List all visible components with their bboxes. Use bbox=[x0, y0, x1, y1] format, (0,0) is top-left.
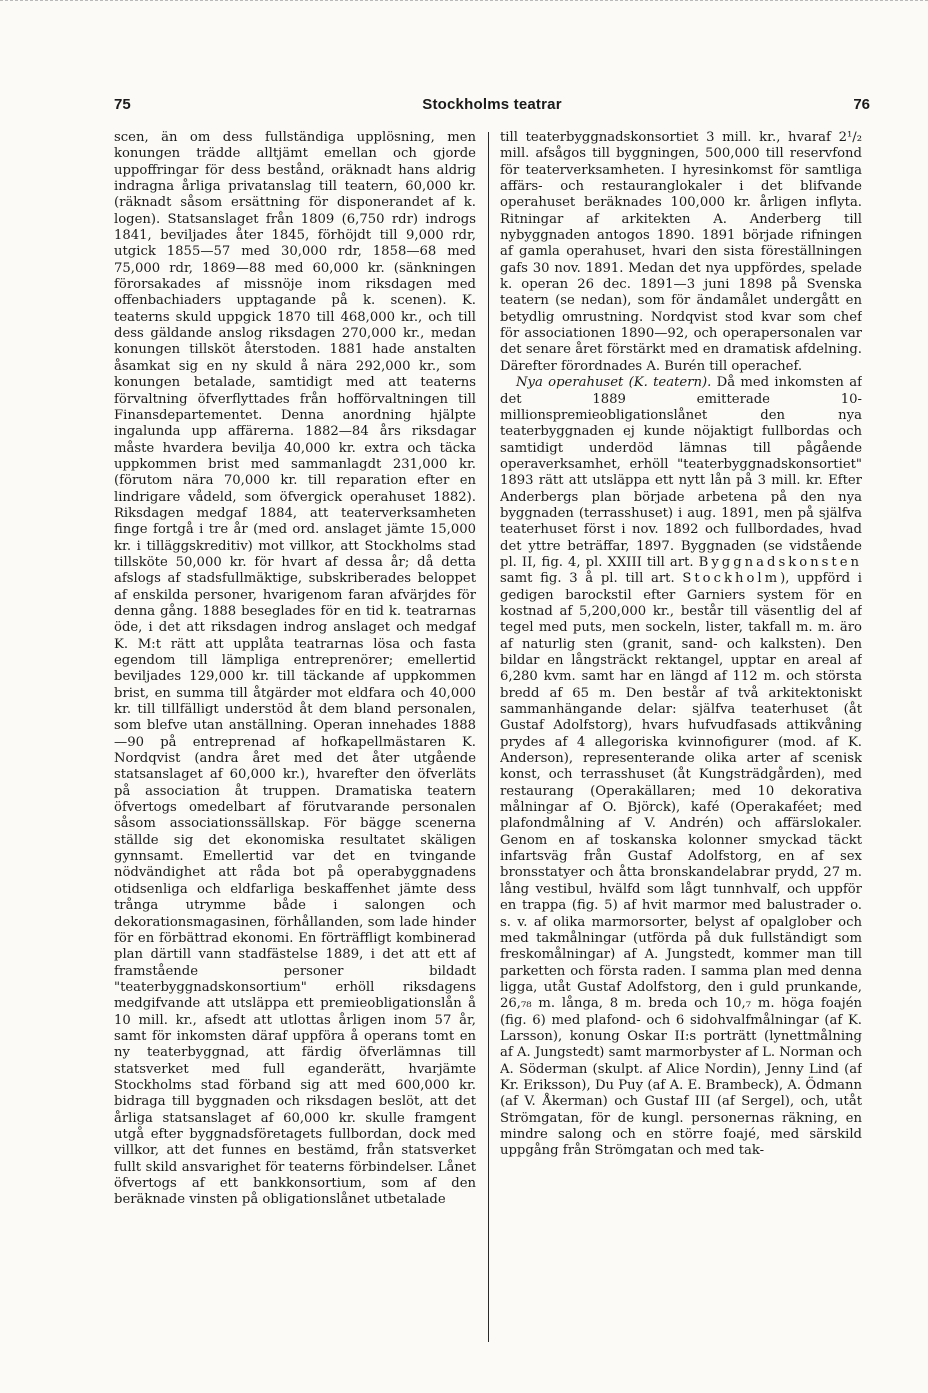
page-header bbox=[114, 96, 870, 118]
right-paragraph-2 bbox=[500, 375, 862, 1160]
spaced-term-stockholm: Stockholm bbox=[682, 571, 781, 587]
section-heading-nya-operahuset: Nya operahuset bbox=[516, 375, 624, 391]
paragraph-2-part-b: samt fig. 3 å pl. till art. bbox=[500, 571, 675, 587]
right-column bbox=[500, 130, 862, 1345]
page-number-left: 75 bbox=[114, 96, 131, 113]
page-number-right: 76 bbox=[853, 96, 870, 113]
top-dashed-rule bbox=[0, 0, 928, 1]
section-heading-sub: (K. teatern). bbox=[628, 375, 712, 391]
paragraph-2-part-c: ), uppförd i gedigen barockstil efter Garniers system för en kostnad af 5,200,000 kr., består till väsentlig del af tegel med puts, men sockeln, lister, takfall m. m. äro af naturlig sten (granit, sand- och kalksten). Den bildar en långsträckt rektangel, upptar en areal af 6,280 kvm. samt har en längd af 112 m. och största bredd af 65 m. Den består af två arkitektoniskt sammanhängande delar: själfva teaterhuset (åt Gustaf Adolfstorg), hvars hufvudfasads attikvåning prydes af 4 allegoriska kvinnofigurer (mod. af K. Anderson), representerande olika arter af scenisk konst, och terrasshuset (åt Kungsträdgården), med restaurang (Operakällaren; med 10 dekorativa målningar af O. Björck), kafé (Operakaféet; med plafondmålning af V. Andrén) och affärslokaler. Genom en af toskanska kolonner smyckad täckt infartsväg från Gustaf Adolfstorg, en af sex bronsstatyer och åtta bronskandelabrar prydd, 27 m. lång vestibul, hvälfd som lågt tunnhvalf, och uppför en trappa (fig. 5) af hvit marmor med balustrader o. s. v. af olika marmorsorter, belyst af opalglober och med takmålningar (utförda på duk fullständigt som freskomålningar) af A. Jungstedt, kommer man till parketten och första raden. I samma plan med denna ligga, utåt Gustaf Adolfstorg, den i guld prunkande, 26,₇₈ m. långa, 8 m. breda och 10,₇ m. höga foajén (fig. 6) med plafond- och 6 sidohvalfmålningar (af K. Larsson), konung Oskar II:s porträtt (lynettmålning af A. Jungstedt) samt marmorbyster af L. Norman och A. Söderman (skulpt. af Alice Nordin), Jenny Lind (af Kr. Eriksson), Du Puy (af A. E. Brambeck), A. Ödmann (af V. Åkerman) och Gustaf III (af Sergel), och, utåt Strömgatan, för de kungl. personernas räkning, en mindre salong och en större foajé, med särskild uppgång från Strömgatan och med tak- bbox=[500, 571, 862, 1159]
left-column bbox=[114, 130, 476, 1345]
left-column-text: scen, än om dess fullständiga upplösning, men konungen trädde alltjämt emellan och gjorde uppoffringar för dess bestånd, oräknadt hans aldrig indragna årliga privatanslag till teatern, 60,000 kr. (räknadt såsom ersättning för disponerandet af k. logen). Statsanslaget från 1809 (6,750 rdr) indrogs 1841, beviljades åter 1845, förhöjdt till 9,000 rdr, utgick 1855—57 med 30,000 rdr, 1858—68 med 75,000 rdr, 1869—88 med 60,000 kr. (sänkningen förorsakades af missnöje inom riksdagen med offenbachiaders upptagande på k. scenen). K. teaterns skuld uppgick 1870 till 468,000 kr., och till dess gäldande anslog riksdagen 270,000 kr., medan konungen tillsköt återstoden. 1881 hade anstalten åsamkat sig en ny skuld å nära 292,000 kr., som konungen betalade, samtidigt med att teaterns förvaltning öfverflyttades från hofförvaltningen till Finansdepartementet. Denna anordning hjälpte ingalunda upp affärerna. 1882—84 års riksdagar måste hvardera bevilja 40,000 kr. extra och täcka uppkommen brist med sammanlagdt 231,000 kr. (förutom nära 70,000 kr. till reparation efter en lindrigare vådeld, som öfvergick operahuset 1882). Riksdagen medgaf 1884, att teaterverksamheten finge fortgå i tre år (med ord. anslaget jämte 15,000 kr. i tilläggskreditiv) mot villkor, att Stockholms stad tillsköte 50,000 kr. för hvart af dessa år; då detta afslogs af stadsfullmäktige, subskriberades beloppet af enskilda personer, hvarigenom faran afvärjdes för denna gång. 1888 beseglades för en tid k. teatrarnas öde, i det att riksdagen indrog anslaget och medgaf K. M:t rätt att upplåta teatrarnas lösa och fasta egendom till lämpliga entreprenörer; emellertid beviljades 129,000 kr. till täckande af uppkommen brist, en summa till åtgärder mot eldfara och 40,000 kr. till tillfälligt understöd åt dem bland personalen, som blefve utan anställning. Operan innehades 1888—90 på entreprenad af hofkapellmästaren K. Nordqvist (andra året med det åter utgående statsanslaget af 60,000 kr.), hvarefter den öfverläts på association åt truppen. Dramatiska teatern öfvertogs omedelbart af förutvarande personalen såsom associationssällskap. För bägge scenerna ställde sig det ekonomiska resultatet skäligen gynnsamt. Emellertid var det en tvingande nödvändighet att råda bot på operabyggnadens otidsenliga och eldfarliga beskaffenhet jämte dess trånga utrymme både i salongen och dekorationsmagasinen, förhållanden, som lade hinder för en förbättrad ekonomi. En förträffligt kombinerad plan därtill vann stadfästelse 1889, i det att ett af framstående personer bildadt "teaterbyggnadskonsortium" erhöll riksdagens medgifvande att utsläppa ett premieobligationslån å 10 mill. kr., afsedt att utlottas årligen inom 57 år, samt för inkomsten däraf uppföra å operans tomt en ny teaterbyggnad, att färdig öfverlämnas till statsverket med full eganderätt, hvarjämte Stockholms stad förband sig att med 600,000 kr. bidraga till byggnaden och riksdagen beslöt, att det årliga statsanslaget af 60,000 kr. skulle framgent utgå efter byggnadsföretagets fullbordan, dock med villkor, att det funnes en bestämd, från statsverket fullt skild ansvarighet för teaterns förbindelser. Lånet öfvertogs af ett bankkonsortium, som af den beräknade vinsten på obligationslånet utbetalade bbox=[114, 130, 476, 1208]
right-paragraph-1: till teaterbyggnadskonsortiet 3 mill. kr., hvaraf 2¹/₂ mill. afsågos till byggningen, 500,000 till reservfond för teaterverksamheten. I hyresinkomst för samtliga affärs- och restauranglokaler i det blifvande operahuset beräknades 100,000 kr. årligen inflyta. Ritningar af arkitekten A. Anderberg till nybyggnaden antogos 1890. 1891 började rifningen af gamla operahuset, hvari den sista föreställningen gafs 30 nov. 1891. Medan det nya uppfördes, spelade k. operan 26 dec. 1891—3 juni 1898 på Svenska teatern (se nedan), som för ändamålet undergått en betydlig omrustning. Nordqvist stod kvar som chef för associationen 1890—92, och operapersonalen var det senare året förstärkt med en dramatisk afdelning. Därefter förordnades A. Burén till operachef. bbox=[500, 130, 862, 374]
spaced-term-byggnadskonsten: Byggnadskonsten bbox=[698, 554, 862, 570]
paragraph-2-part-a: Då med inkomsten af det 1889 emitterade 10-millionspremieobligationslånet den nya teaterbyggnaden ej kunde nöjaktigt fullbordas och samtidigt underdöd lämnas till pågående operaverksamhet, erhöll "teaterbyggnadskonsortiet" 1893 rätt att utsläppa ett nytt lån på 3 mill. kr. Efter Anderbergs plan började arbetena på den nya byggnaden (terrasshuset) i aug. 1891, men på själfva teaterhuset först i nov. 1892 och fullbordades, hvad det yttre beträffar, 1897. Byggnaden (se vidstående pl. II, fig. 4, pl. XXIII till art. bbox=[500, 375, 862, 570]
column-divider bbox=[488, 132, 489, 1342]
running-title: Stockholms teatrar bbox=[422, 96, 562, 113]
